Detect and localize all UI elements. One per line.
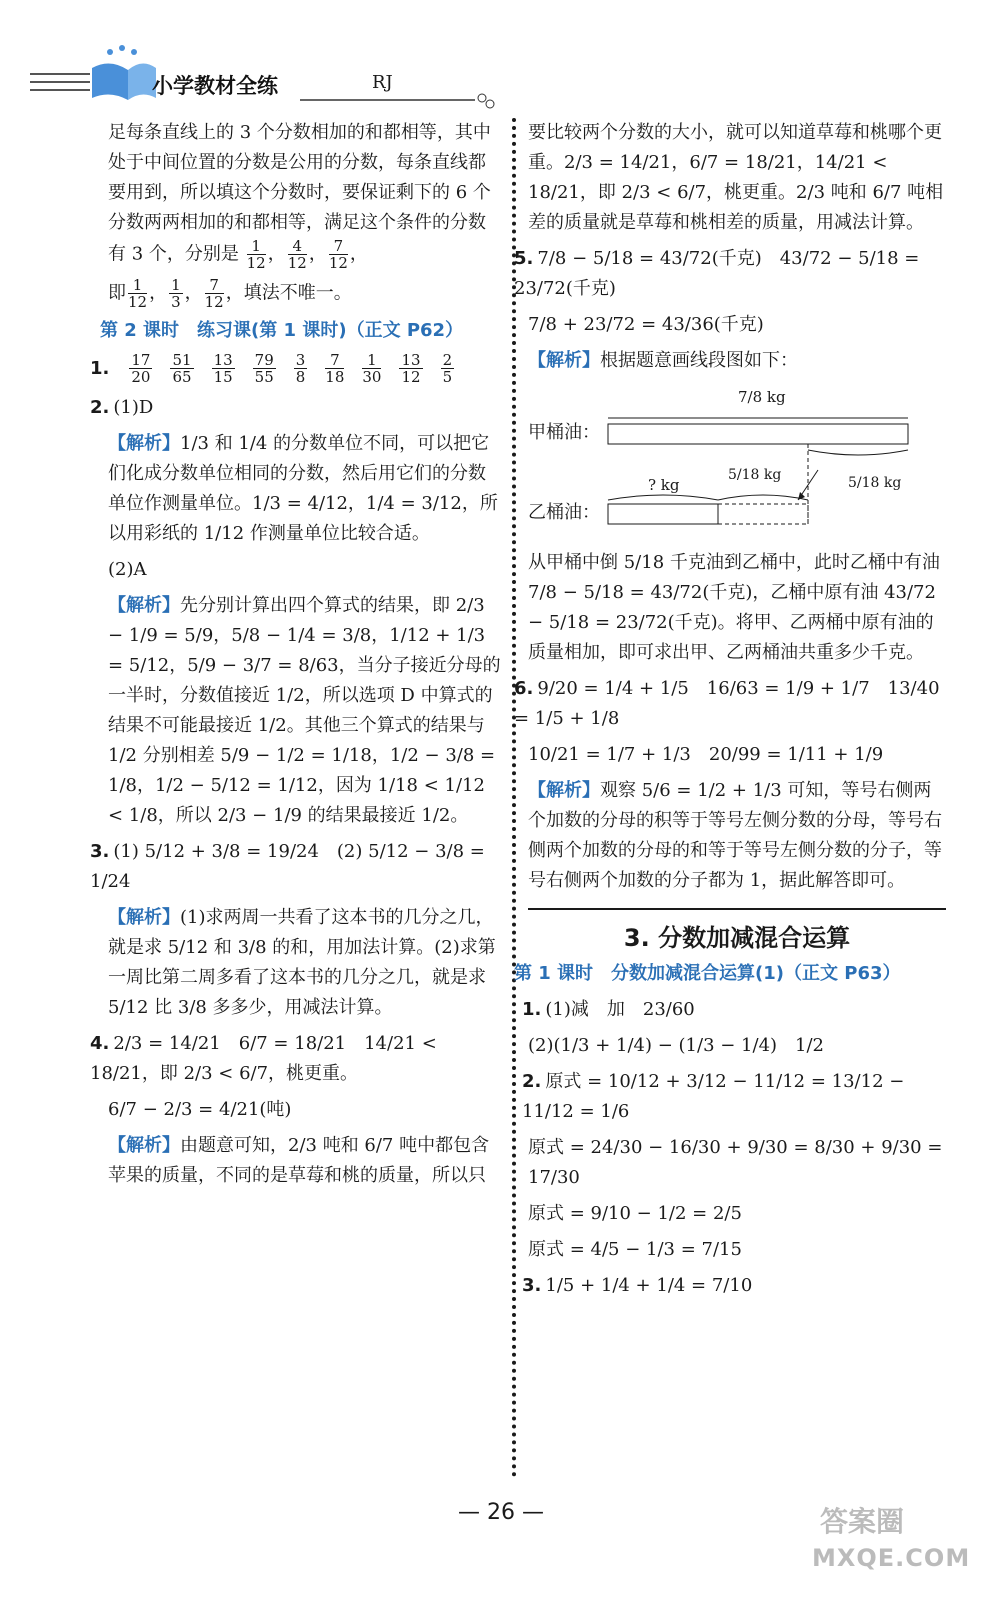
- q5-answer: 5. 7/8 − 5/18 = 43/72(千克) 43/72 − 5/18 = 23/72(千克): [514, 248, 920, 299]
- q6-explanation: 【解析】观察 5/6 = 1/2 + 1/3 可知，等号右侧两个加数的分母的积等于等号左侧分数的分母，等号右侧两个加数的分母的和等于等号左侧分数的分子，等号右侧两个加数的分子都为 1，据此解答即可。: [528, 780, 942, 891]
- diagram-unknown-label: ? kg: [648, 476, 680, 494]
- paragraph: 要比较两个分数的大小，就可以知道草莓和桃哪个更重。2/3 = 14/21，6/7 = 18/21，14/21 < 18/21，即 2/3 < 6/7，桃更重。2/3 吨和 6/7 吨相差的质量就是草莓和桃相差的质量，用减法计算。: [528, 122, 944, 233]
- watermark-logo: 答案圈: [820, 1505, 905, 1538]
- q2-part2: (2)A: [108, 559, 147, 580]
- paragraph: 即 $\frac{1}{12}$ ， $\frac{1}{3}$ ， $\frac{7}{12}$ ，填法不唯一。: [108, 276, 352, 311]
- s2-answer-d: 原式 = 4/5 − 1/3 = 7/15: [528, 1239, 742, 1260]
- q6-answer: 6. 9/20 = 1/4 + 1/5 16/63 = 1/9 + 1/7 13/40 = 1/5 + 1/8: [514, 678, 940, 729]
- q2-part1: 2. (1)D: [90, 397, 154, 418]
- q2-explanation-2: 【解析】先分别计算出四个算式的结果，即 2/3 − 1/9 = 5/9，5/8 − 1/4 = 3/8，1/12 + 1/3 = 5/12，5/9 − 3/7 = 8/63，当分子接近分母的一半时，分数值接近 1/2，所以选项 D 中算式的结果不可能最接近 1/2。其他三个算式的结果与 1/2 分别相差 5/9 − 1/2 = 1/18，1/2 − 3/8 = 1/8，1/2 − 5/12 = 1/12，因为 1/18 < 1/12 < 1/8，所以 2/3 − 1/9 的结果最接近 1/2。: [108, 595, 501, 826]
- q4-answer-b: 6/7 − 2/3 = 4/21(吨): [108, 1099, 292, 1120]
- s1-answer: 1. (1)减 加 23/60: [522, 999, 695, 1020]
- line-segment-diagram: [528, 382, 946, 542]
- edition-label: RJ: [372, 72, 393, 93]
- s2-answer-c: 原式 = 9/10 − 1/2 = 2/5: [528, 1203, 742, 1224]
- section-title: 3. 分数加减混合运算: [528, 908, 946, 953]
- brand-title: 小学教材全练: [152, 74, 278, 98]
- fraction: $\frac{1}{12}$: [246, 237, 266, 272]
- q6-answer-b: 10/21 = 1/7 + 1/3 20/99 = 1/11 + 1/9: [528, 744, 884, 765]
- diagram-m2-label: 5/18 kg: [848, 475, 902, 491]
- left-column: [90, 118, 502, 1197]
- q2-explanation-1: 【解析】1/3 和 1/4 的分数单位不同，可以把它们化成分数单位相同的分数，然后用它们的分数单位作测量单位。1/3 = 4/12，1/4 = 3/12，所以用彩纸的 1/12 作测量单位比较合适。: [108, 433, 498, 544]
- q3-answer: 3. (1) 5/12 + 3/8 = 19/24 (2) 5/12 − 3/8 = 1/24: [90, 841, 485, 892]
- lesson-title: 第 2 课时 练习课(第 1 课时)（正文 P62）: [100, 320, 464, 341]
- lesson-title: 第 1 课时 分数加减混合运算(1)（正文 P63）: [514, 963, 901, 984]
- right-column: [514, 118, 946, 1307]
- paragraph: 足每条直线上的 3 个分数相加的和都相等，其中处于中间位置的分数是公用的分数，每条直线都要用到，所以填这个分数时，要保证剩下的 6 个分数两两相加的和都相等，满足这个条件的分数有 3 个，分别是 $\frac{1}{12}$ ， $\frac{4}{12}$ ， $\frac{7}{12}$ ，: [108, 122, 491, 272]
- page-number: — 26 —: [458, 1500, 544, 1525]
- diagram-m1-label: 5/18 kg: [728, 467, 782, 483]
- q4-answer: 4. 2/3 = 14/21 6/7 = 18/21 14/21 < 18/21，即 2/3 < 6/7，桃更重。: [90, 1033, 437, 1084]
- q5-answer-b: 7/8 + 23/72 = 43/36(千克): [528, 314, 764, 335]
- q3-explanation: 【解析】(1)求两周一共看了这本书的几分之几，就是求 5/12 和 3/8 的和，用加法计算。(2)求第一周比第二周多看了这本书的几分之几，就是求 5/12 比 3/8 多多少，用减法计算。: [108, 907, 496, 1018]
- q5-explanation: 从甲桶中倒 5/18 千克油到乙桶中，此时乙桶中有油 7/8 − 5/18 = 43/72(千克)，乙桶中原有油 43/72 − 5/18 = 23/72(千克)。将甲、乙两桶中原有油的质量相加，即可求出甲、乙两桶油共重多少千克。: [528, 552, 940, 663]
- header-rule: [300, 92, 500, 112]
- s1-answer-b: (2)(1/3 + 1/4) − (1/3 − 1/4) 1/2: [528, 1035, 825, 1056]
- watermark-url: MXQE.COM: [812, 1544, 971, 1572]
- diagram-yi-label: 乙桶油：: [528, 502, 600, 523]
- column-divider: [512, 118, 516, 1478]
- q1-answers: 1. $\frac{17}{20}$ $\frac{51}{65}$ $\frac{13}{15}$ $\frac{79}{55}$ $\frac{3}{8}$ $\frac{7}{18}$ $\frac{1}{30}$ $\frac{13}{12}$ $\frac{2}{5}$: [90, 351, 453, 386]
- diagram-jia-label: 甲桶油：: [528, 422, 600, 443]
- s3-answer: 3. 1/5 + 1/4 + 1/4 = 7/10: [522, 1275, 753, 1296]
- q4-explanation: 【解析】由题意可知，2/3 吨和 6/7 吨中都包含苹果的质量，不同的是草莓和桃的质量，所以只: [108, 1135, 490, 1186]
- s2-answer-a: 2. 原式 = 10/12 + 3/12 − 11/12 = 13/12 − 11/12 = 1/6: [522, 1071, 905, 1122]
- page-header: [0, 0, 1002, 110]
- q5-explanation-intro: 【解析】根据题意画线段图如下：: [528, 350, 798, 371]
- s2-answer-b: 原式 = 24/30 − 16/30 + 9/30 = 8/30 + 9/30 = 17/30: [528, 1137, 943, 1188]
- diagram-top-label: 7/8 kg: [738, 388, 786, 406]
